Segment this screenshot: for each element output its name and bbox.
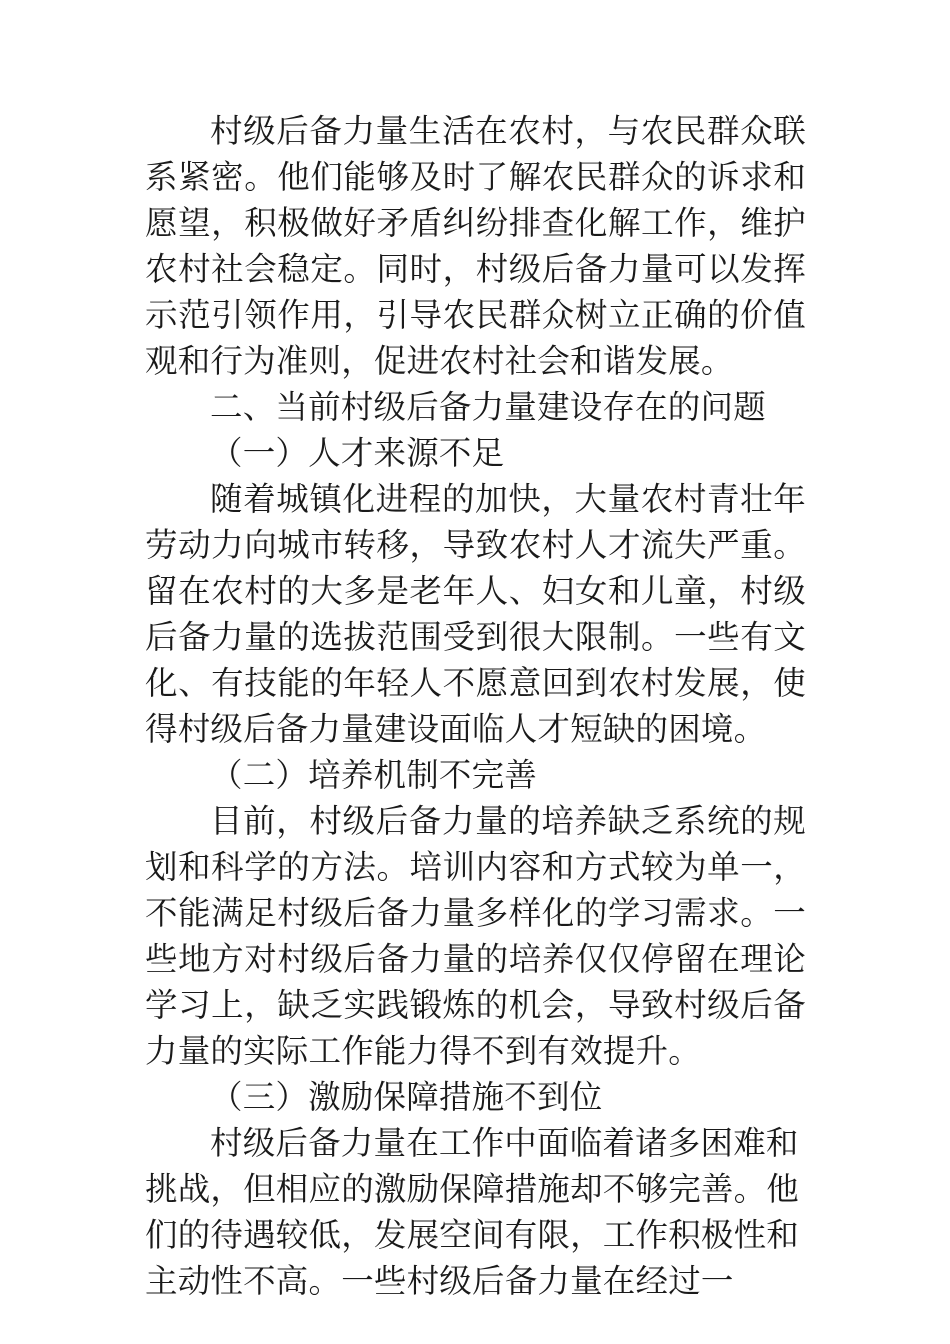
paragraph-training-mechanism: 目前，村级后备力量的培养缺乏系统的规划和科学的方法。培训内容和方式较为单一，不能满足村级后备力量多样化的学习需求。一些地方对村级后备力量的培养仅仅停留在理论学习上，缺乏实践锻炼的机会，导致村级后备力量的实际工作能力得不到有效提升。 [145, 803, 806, 1069]
paragraph-incentive-measures: 村级后备力量在工作中面临着诸多困难和挑战，但相应的激励保障措施却不够完善。他们的待遇较低，发展空间有限，工作积极性和主动性不高。一些村级后备力量在经过一 [145, 1125, 800, 1299]
heading-subsection-three: （三）激励保障措施不到位 [210, 1079, 603, 1115]
heading-subsection-one: （一）人才来源不足 [210, 435, 505, 471]
heading-subsection-two: （二）培养机制不完善 [210, 757, 538, 793]
paragraph-intro: 村级后备力量生活在农村，与农民群众联系紧密。他们能够及时了解农民群众的诉求和愿望，积极做好矛盾纠纷排查化解工作，维护农村社会稳定。同时，村级后备力量可以发挥示范引领作用，引导农民群众树立正确的价值观和行为准则，促进农村社会和谐发展。 [145, 113, 806, 379]
heading-section-two: 二、当前村级后备力量建设存在的问题 [210, 389, 766, 425]
document-body [145, 108, 806, 1304]
paragraph-talent-shortage: 随着城镇化进程的加快，大量农村青壮年劳动力向城市转移，导致农村人才流失严重。留在农村的大多是老年人、妇女和儿童，村级后备力量的选拔范围受到很大限制。一些有文化、有技能的年轻人不愿意回到农村发展，使得村级后备力量建设面临人才短缺的困境。 [145, 481, 806, 747]
